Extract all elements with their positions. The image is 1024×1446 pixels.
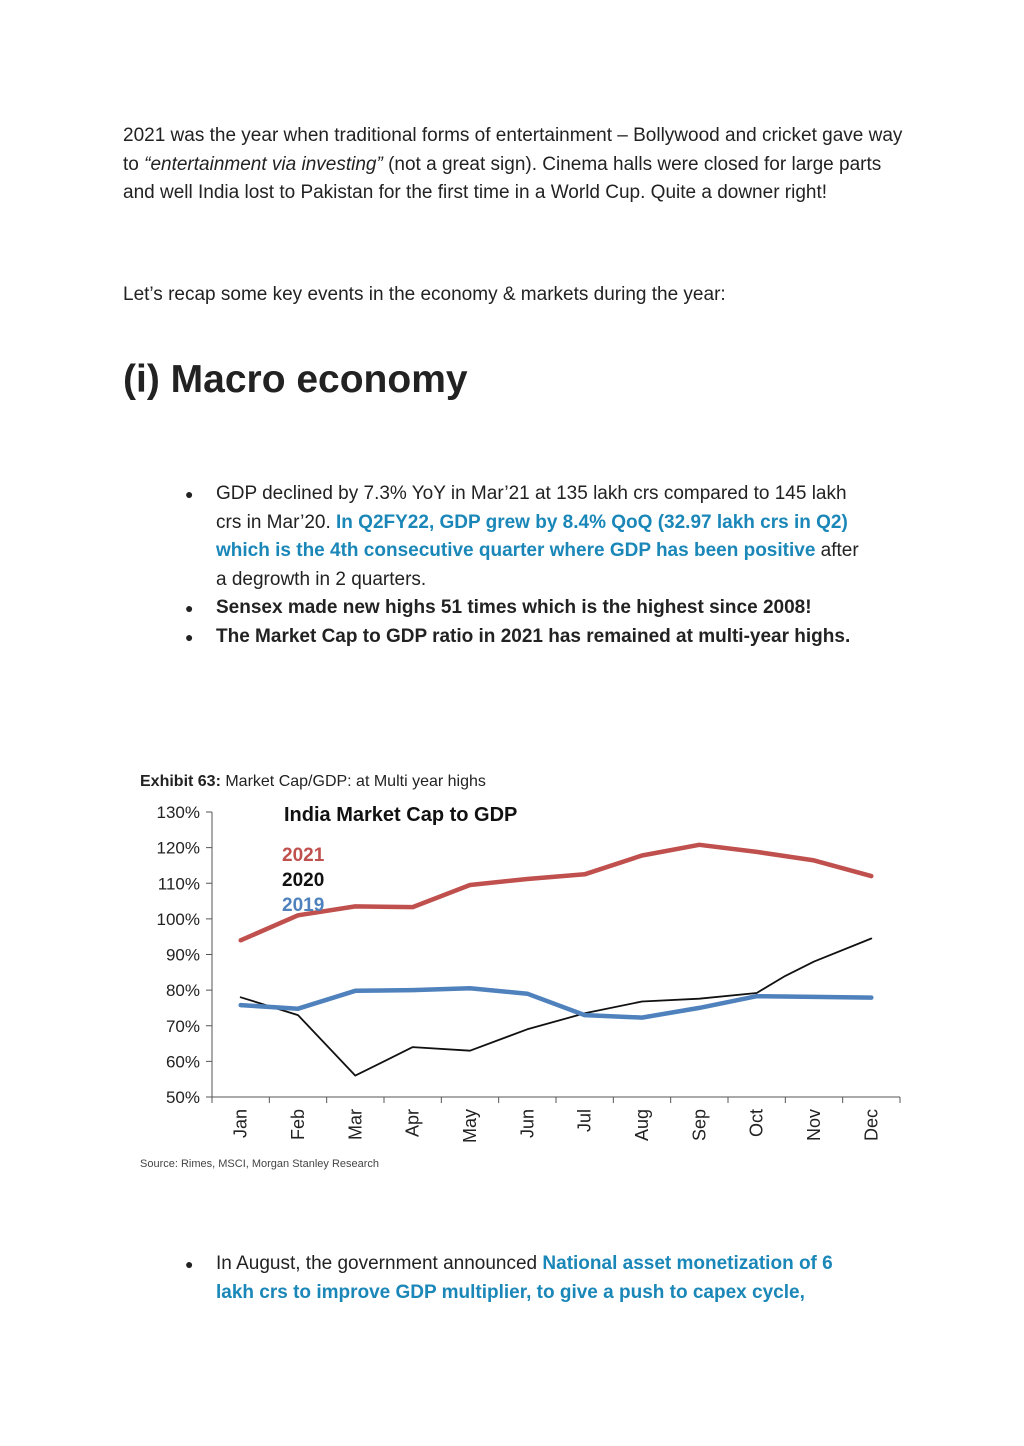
y-tick-label: 90% (165, 945, 200, 965)
y-tick-label: 70% (165, 1016, 200, 1036)
exhibit-caption (140, 773, 486, 791)
list-item (216, 1250, 866, 1307)
y-tick-label: 120% (156, 838, 200, 858)
x-axis-ticks (212, 1097, 900, 1143)
x-tick-label: Mar (345, 1109, 366, 1140)
x-tick-label: Sep (689, 1109, 710, 1142)
intro-text-b: (not a great sign). Cinema halls were closed for large parts and well India lost to Pakistan for the first time in a World Cup. Quite a downer right! (123, 153, 882, 203)
x-tick-label: Oct (746, 1109, 767, 1138)
y-tick-label: 100% (156, 909, 200, 929)
series-line-2020 (241, 939, 872, 1076)
y-axis-ticks (157, 803, 212, 1107)
y-tick-label: 130% (156, 803, 200, 822)
series-line-2021 (241, 845, 872, 941)
series-line-2019 (241, 988, 872, 1017)
x-tick-label: Jun (517, 1109, 538, 1139)
legend-entry-2020: 2020 (282, 870, 325, 891)
x-tick-label: Jul (574, 1109, 595, 1133)
bullet-text: In August, the government announced (216, 1253, 543, 1274)
bullet-highlight: National asset monetization of 6 lakh crs to improve GDP multiplier, to give a push to capex cycle, (216, 1253, 833, 1303)
chart-title: India Market Cap to GDP (284, 804, 518, 826)
x-tick-label: Jan (230, 1109, 251, 1139)
list-item: ● Sensex made new highs 51 times which is the highest since 2008! (216, 594, 866, 623)
chart-legend (282, 845, 325, 916)
y-tick-label: 110% (157, 874, 200, 894)
x-tick-label: Dec (861, 1109, 882, 1142)
exhibit-label: Exhibit 63: (140, 773, 221, 790)
x-tick-label: May (460, 1109, 480, 1144)
y-tick-label: 60% (165, 1052, 200, 1072)
bullet-text: GDP declined by 7.3% YoY in Mar’21 at 135 lakh crs compared to 145 lakh crs in Mar’20. (216, 483, 847, 533)
y-tick-label: 80% (165, 981, 200, 1001)
section-heading: (i) Macro economy (123, 358, 468, 401)
chart-series (241, 845, 872, 1076)
exhibit-caption-text: Market Cap/GDP: at Multi year highs (220, 773, 486, 790)
bullet-highlight: In Q2FY22, GDP grew by 8.4% QoQ (32.97 lakh crs in Q2) which is the 4th consecutive quarter where GDP has been positive (216, 511, 848, 561)
intro-paragraph (123, 122, 913, 208)
market-cap-to-gdp-chart (130, 795, 920, 1165)
intro-text-a: 2021 was the year when traditional forms of entertainment – Bollywood and cricket gave way to (123, 125, 903, 175)
bullet-list (216, 480, 866, 651)
legend-entry-2021: 2021 (282, 845, 325, 866)
list-item: ● The Market Cap to GDP ratio in 2021 has remained at multi-year highs. (216, 623, 866, 652)
x-tick-label: Feb (288, 1109, 308, 1141)
intro-quote: “entertainment via investing” (144, 153, 383, 175)
legend-entry-2019: 2019 (282, 895, 325, 916)
bullet-text-tail: after a degrowth in 2 quarters. (216, 540, 859, 590)
list-item (216, 480, 866, 594)
x-tick-label: Nov (804, 1109, 824, 1142)
recap-paragraph: Let’s recap some key events in the economy & markets during the year: (123, 284, 726, 305)
chart-source: Source: Rimes, MSCI, Morgan Stanley Research (140, 1158, 380, 1170)
x-tick-label: Apr (402, 1109, 423, 1138)
y-tick-label: 50% (165, 1088, 200, 1107)
bullet-list-2 (216, 1250, 866, 1307)
x-tick-label: Aug (632, 1109, 652, 1142)
